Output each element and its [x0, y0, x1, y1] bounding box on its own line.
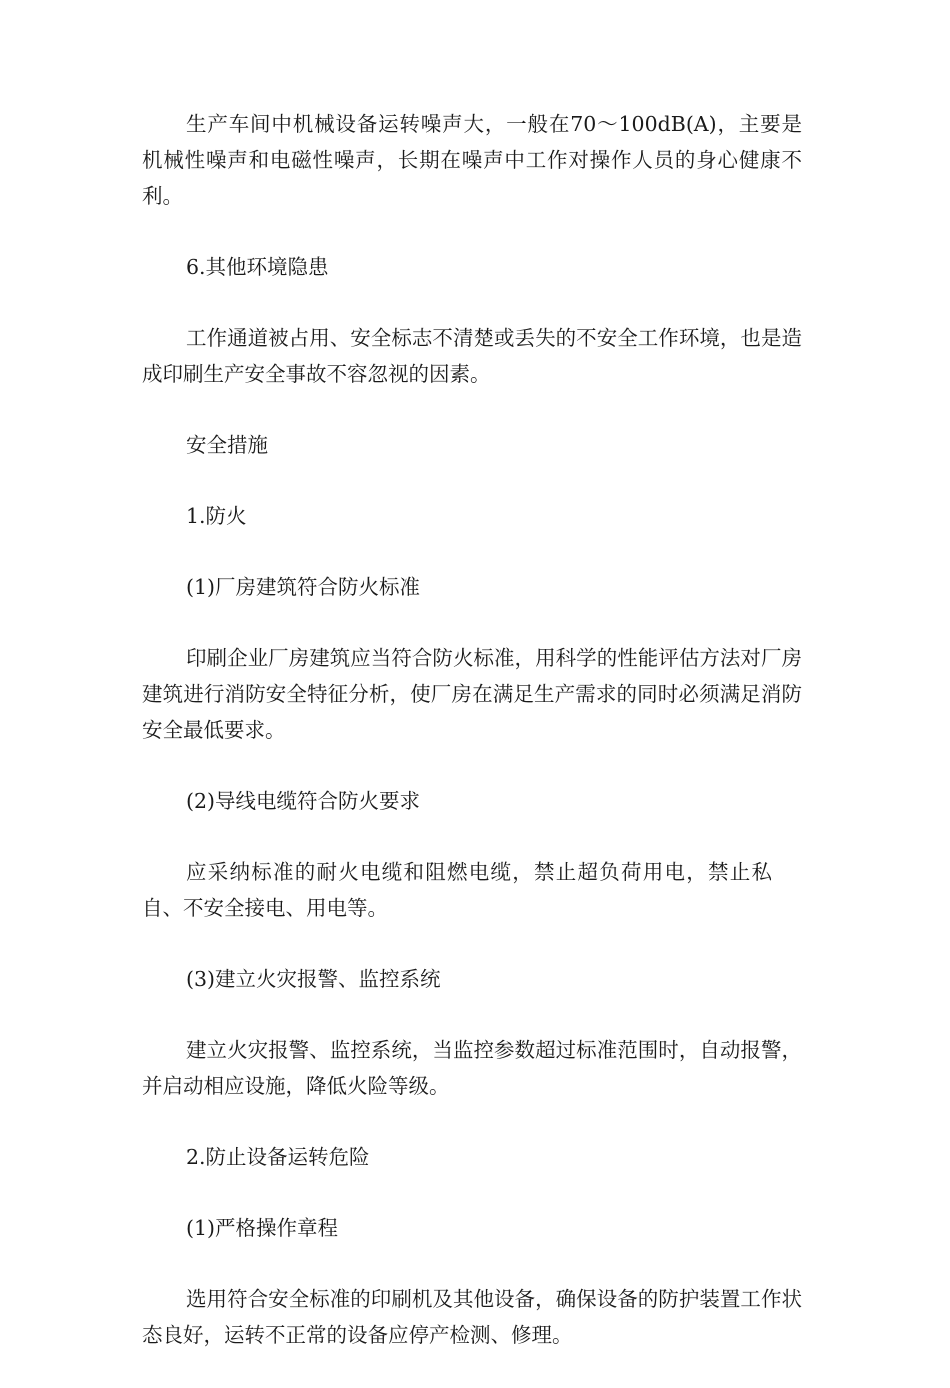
heading-equipment-hazard: 2.防止设备运转危险	[186, 1145, 370, 1169]
heading-cable-requirements: (2)导线电缆符合防火要求	[186, 789, 421, 813]
paragraph-noise: 生产车间中机械设备运转噪声大，一般在70～100dB(A)，主要是机械性噪声和电磁性噪声，长期在噪声中工作对操作人员的身心健康不利。	[142, 112, 802, 208]
heading-fire-prevention: 1.防火	[186, 504, 247, 528]
heading-building-standard: (1)厂房建筑符合防火标准	[186, 575, 421, 599]
heading-operating-rules: (1)严格操作章程	[186, 1216, 339, 1240]
paragraph-cable-requirements: 应采纳标准的耐火电缆和阻燃电缆，禁止超负荷用电，禁止私自、不安全接电、用电等。	[142, 860, 772, 920]
heading-fire-alarm: (3)建立火灾报警、监控系统	[186, 967, 441, 991]
heading-safety-measures: 安全措施	[186, 433, 268, 457]
heading-other-hazards: 6.其他环境隐患	[186, 255, 329, 279]
document-body	[142, 106, 802, 1388]
paragraph-fire-alarm: 建立火灾报警、监控系统，当监控参数超过标准范围时，自动报警，并启动相应设施，降低火险等级。	[142, 1038, 802, 1098]
paragraph-building-standard: 印刷企业厂房建筑应当符合防火标准，用科学的性能评估方法对厂房建筑进行消防安全特征分析，使厂房在满足生产需求的同时必须满足消防安全最低要求。	[142, 646, 802, 742]
paragraph-operating-rules: 选用符合安全标准的印刷机及其他设备，确保设备的防护装置工作状态良好，运转不正常的设备应停产检测、修理。	[142, 1287, 802, 1347]
paragraph-work-environment: 工作通道被占用、安全标志不清楚或丢失的不安全工作环境，也是造成印刷生产安全事故不容忽视的因素。	[142, 326, 802, 386]
